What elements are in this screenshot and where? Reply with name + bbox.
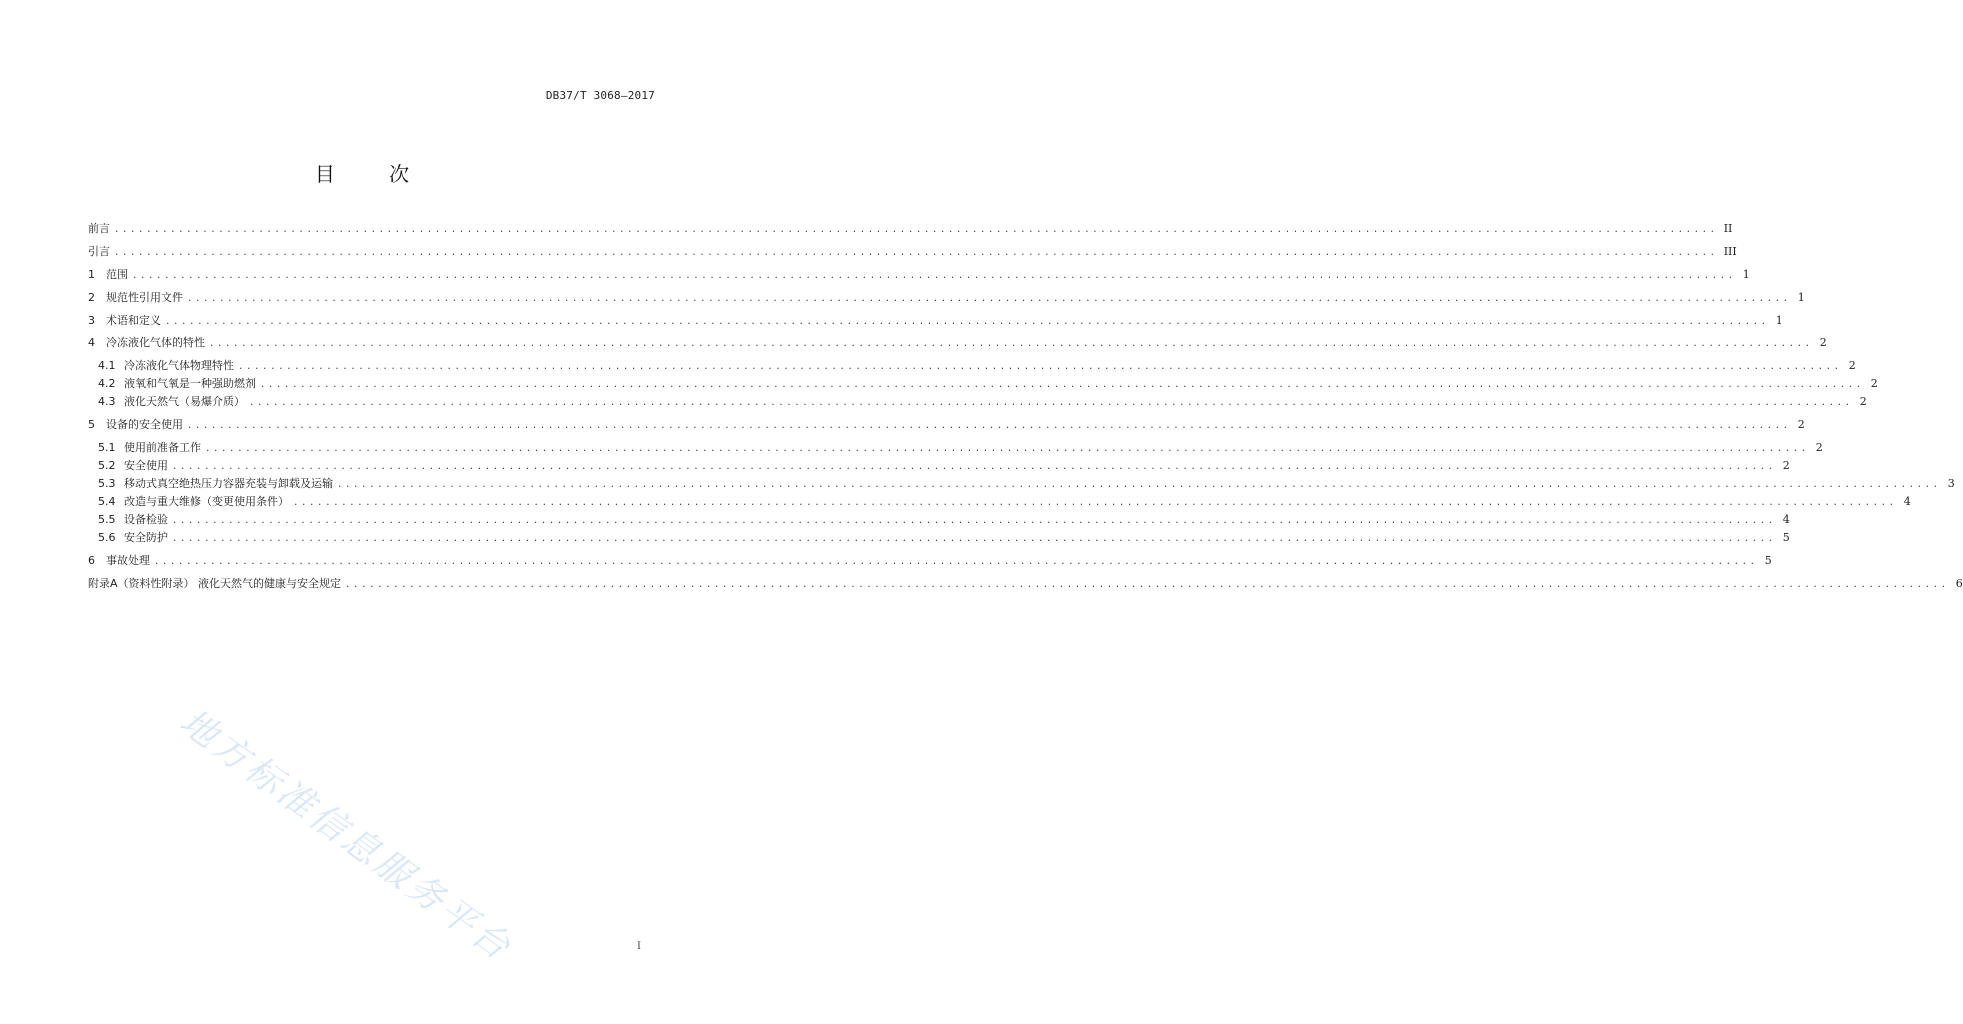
document-code: DB37/T 3068—2017	[545, 89, 655, 102]
toc-entry[interactable]	[88, 243, 1737, 261]
toc-entry[interactable]	[88, 439, 1823, 457]
toc-entry-number: 5.1	[98, 441, 116, 455]
toc-leader-dots: ........................................................................................................................................................................................................	[114, 247, 1718, 258]
toc-entry[interactable]	[88, 266, 1750, 284]
toc-entry-page: 2	[1819, 336, 1827, 350]
toc-leader-dots: ........................................................................................................................................................................................................	[293, 498, 1897, 509]
toc-leader-dots: ........................................................................................................................................................................................................	[154, 557, 1758, 568]
toc-entry-number: 4	[88, 336, 95, 350]
toc-entry-label: 使用前准备工作	[124, 441, 201, 455]
toc-entry-label: 规范性引用文件	[106, 290, 183, 304]
toc-entry[interactable]	[88, 334, 1827, 352]
toc-entry-label: 前言	[88, 222, 110, 235]
toc-entry-number: 2	[88, 290, 95, 304]
toc-leader-dots: ........................................................................................................................................................................................................	[187, 421, 1791, 432]
toc-entry-label: 引言	[88, 244, 110, 258]
toc-entry-number: 5.6	[98, 531, 116, 545]
toc-leader-dots: ........................................................................................................................................................................................................	[260, 380, 1864, 391]
toc-entry-number: 4.3	[98, 395, 116, 409]
toc-entry-page: 4	[1782, 513, 1790, 527]
toc-entry-number: 1	[88, 267, 95, 281]
toc-entry-page: II	[1723, 222, 1733, 235]
toc-entry[interactable]	[88, 220, 1733, 238]
toc-entry[interactable]	[88, 312, 1783, 330]
toc-entry-label: 液化天然气（易爆介质）	[124, 395, 245, 409]
toc-entry-page: 1	[1742, 267, 1750, 281]
toc-entry-number: 6	[88, 554, 95, 568]
page-number: I	[637, 941, 641, 952]
toc-entry-label: 安全防护	[124, 531, 168, 545]
toc-entry[interactable]	[88, 511, 1790, 529]
toc-entry-label: 附录A（资料性附录） 液化天然气的健康与安全规定	[88, 576, 342, 590]
toc-entry-page: 5	[1764, 554, 1772, 568]
toc-leader-dots: ........................................................................................................................................................................................................	[114, 225, 1718, 235]
toc-entry-page: 5	[1782, 531, 1790, 545]
toc-leader-dots: ........................................................................................................................................................................................................	[132, 270, 1736, 281]
toc-entry-label: 液氧和气氧是一种强助燃剂	[124, 377, 256, 391]
toc-entry[interactable]	[88, 357, 1856, 375]
toc-entry-page: 2	[1848, 359, 1856, 373]
toc-entry-label: 移动式真空绝热压力容器充装与卸载及运输	[124, 477, 333, 491]
toc-entry-label: 设备的安全使用	[106, 418, 183, 432]
toc-entry-number: 5.4	[98, 495, 116, 509]
toc-entry[interactable]	[88, 529, 1790, 547]
toc-leader-dots: ........................................................................................................................................................................................................	[249, 398, 1853, 409]
toc-entry-number: 4.2	[98, 377, 116, 391]
toc-entry-label: 改造与重大维修（变更使用条件）	[124, 495, 289, 509]
toc-entry[interactable]	[88, 475, 1955, 493]
toc-entry[interactable]	[88, 457, 1790, 475]
toc-entry-label: 冷冻液化气体的特性	[106, 336, 205, 350]
toc-entry[interactable]	[88, 375, 1878, 393]
toc-entry-label: 事故处理	[106, 554, 150, 568]
toc-entry[interactable]	[88, 575, 1963, 593]
toc-entry-page: 4	[1903, 495, 1911, 509]
toc-entry-page: 2	[1870, 377, 1878, 391]
toc-entry[interactable]	[88, 552, 1772, 570]
toc-entry-label: 设备检验	[124, 513, 168, 527]
toc-entry[interactable]	[88, 416, 1805, 434]
toc-entry-label: 冷冻液化气体物理特性	[124, 359, 234, 373]
toc-entry-label: 术语和定义	[106, 313, 161, 327]
toc-entry-page: 2	[1782, 459, 1790, 473]
toc-entry-page: III	[1723, 244, 1737, 258]
toc-leader-dots: ........................................................................................................................................................................................................	[205, 444, 1809, 455]
toc-leader-dots: ........................................................................................................................................................................................................	[209, 339, 1813, 350]
toc-leader-dots: ........................................................................................................................................................................................................	[172, 534, 1776, 545]
toc-entry-page: 1	[1797, 290, 1805, 304]
toc-entry-page: 6	[1955, 576, 1963, 590]
toc-entry-page: 2	[1815, 441, 1823, 455]
toc-entry[interactable]	[88, 393, 1867, 411]
toc-entry-number: 3	[88, 313, 95, 327]
toc-entry[interactable]	[88, 289, 1805, 307]
toc-leader-dots: ........................................................................................................................................................................................................	[165, 316, 1769, 327]
toc-entry-number: 5.3	[98, 477, 116, 491]
toc-entry-page: 3	[1947, 477, 1955, 491]
toc-entry-number: 5.5	[98, 513, 116, 527]
toc-entry[interactable]	[88, 493, 1911, 511]
toc-leader-dots: ........................................................................................................................................................................................................	[337, 480, 1941, 491]
toc-entry-label: 范围	[106, 267, 128, 281]
toc-leader-dots: ........................................................................................................................................................................................................	[187, 293, 1791, 304]
toc-leader-dots: ........................................................................................................................................................................................................	[172, 462, 1776, 473]
table-of-contents	[88, 220, 1963, 598]
toc-leader-dots: ........................................................................................................................................................................................................	[172, 516, 1776, 527]
toc-entry-label: 安全使用	[124, 459, 168, 473]
page-title: 目 次	[314, 162, 434, 186]
toc-entry-number: 5	[88, 418, 95, 432]
watermark: 地方标准信息服务平台	[172, 701, 520, 970]
toc-entry-number: 5.2	[98, 459, 116, 473]
toc-leader-dots: ........................................................................................................................................................................................................	[238, 362, 1842, 373]
toc-entry-page: 1	[1775, 313, 1783, 327]
toc-entry-number: 4.1	[98, 359, 116, 373]
toc-leader-dots: ........................................................................................................................................................................................................	[345, 579, 1949, 590]
toc-entry-page: 2	[1797, 418, 1805, 432]
toc-entry-page: 2	[1859, 395, 1867, 409]
